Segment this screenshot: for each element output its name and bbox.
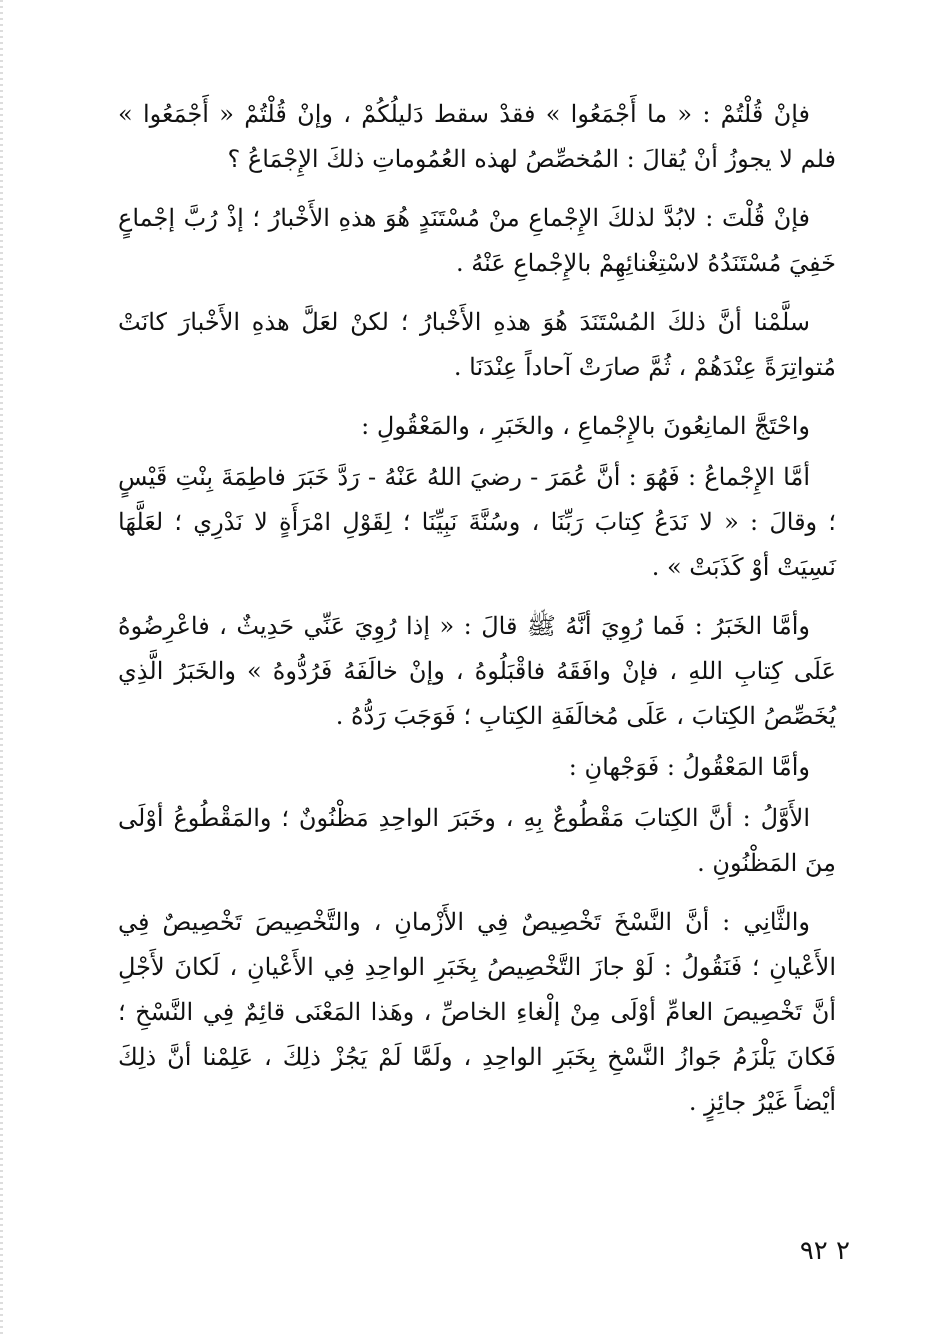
- paragraph-1: فإنْ قُلْتُمْ : « ما أَجْمَعُوا » فقدْ سقط دَليلُكُمْ ، وإنْ قُلْتُمْ « أَجْمَعُوا » فلم لا يجوزُ أنْ يُقالَ : المُخصِّصُ لهذه العُمُوماتِ ذلكَ الإِجْمَاعُ ؟: [118, 100, 836, 173]
- page-number: ٢ ٩٢: [799, 1236, 850, 1266]
- paragraph-3: سلَّمْنا أنَّ ذلكَ المُسْتَنَدَ هُوَ هذهِ الأَخْبارُ ؛ لكنْ لعَلَّ هذهِ الأَخْبارَ كانَتْ مُتواتِرَةً عِنْدَهُمْ ، ثُمَّ صارَتْ آحاداً عِنْدَنَا .: [118, 308, 836, 381]
- paragraph-2: فإنْ قُلْتَ : لابُدَّ لذلكَ الإِجْماعِ منْ مُسْتَنَدٍ هُوَ هذهِ الأَخْبارُ ؛ إذْ رُبَّ إجْماعٍ خَفِيَ مُسْتَنَدُهُ لاسْتِغْنائِهِمْ بالإِجْماعِ عَنْهُ .: [118, 204, 836, 277]
- paragraph-9: والثَّانِي : أنَّ النَّسْخَ تَخْصِيصٌ فِي الأَزْمانِ ، والتَّخْصِيصَ تَخْصِيصٌ فِي الأَعْيانِ ؛ فَنَقُولُ : لَوْ جازَ التَّخْصِيصُ بِخَبَرِ الواحِدِ فِي الأَعْيانِ ، لَكانَ لأَجْلِ أنَّ تَخْصِيصَ العامِّ أوْلَى مِنْ إلْغاءِ الخاصِّ ، وهَذا المَعْنَى قائِمٌ فِي النَّسْخِ ؛ فَكانَ يَلْزَمُ جَوازُ النَّسْخِ بِخَبَرِ الواحِدِ ، ولَمَّا لَمْ يَجُزْ ذلِكَ ، عَلِمْنا أنَّ ذلِكَ أيْضاً غَيْرُ جائِزٍ .: [118, 908, 836, 1116]
- body-text: [118, 92, 836, 1139]
- scan-edge: [0, 0, 3, 1335]
- paragraph-7: وأمَّا المَعْقُولُ : فَوَجْهانِ :: [568, 753, 810, 781]
- paragraph-8: الأَوَّلُ : أنَّ الكِتابَ مَقْطُوعٌ بِهِ ، وخَبَرَ الواحِدِ مَظْنُونٌ ؛ والمَقْطُوعُ أوْلَى مِنَ المَظْنُونِ .: [118, 804, 836, 877]
- paragraph-6: وأمَّا الخَبَرُ : فَما رُوِيَ أنَّهُ ﷺ قالَ : « إذا رُوِيَ عَنِّي حَدِيثٌ ، فاعْرِضُوهُ عَلَى كِتابِ اللهِ ، فإنْ وافَقَهُ فاقْبَلُوهُ ، وإنْ خالَفَهُ فَرُدُّوهُ » والخَبَرُ الَّذِي يُخَصِّصُ الكِتابَ ، عَلَى مُخالَفَةِ الكِتابِ ؛ فَوَجَبَ رَدُّهُ .: [118, 612, 836, 730]
- paragraph-5: أمَّا الإِجْماعُ : فَهُوَ : أنَّ عُمَرَ - رضيَ اللهُ عَنْهُ - رَدَّ خَبَرَ فاطِمَةَ بِنْتِ قَيْسٍ ؛ وقالَ : « لا نَدَعُ كِتابَ رَبِّنَا ، وسُنَّةَ نَبِيِّنَا ؛ لِقَوْلِ امْرَأَةٍ لا نَدْرِي ؛ لعَلَّهَا نَسِيَتْ أوْ كَذَبَتْ » .: [118, 463, 836, 581]
- paragraph-4: واحْتَجَّ المانِعُونَ بالإِجْماعِ ، والخَبَرِ ، والمَعْقُولِ :: [361, 412, 810, 440]
